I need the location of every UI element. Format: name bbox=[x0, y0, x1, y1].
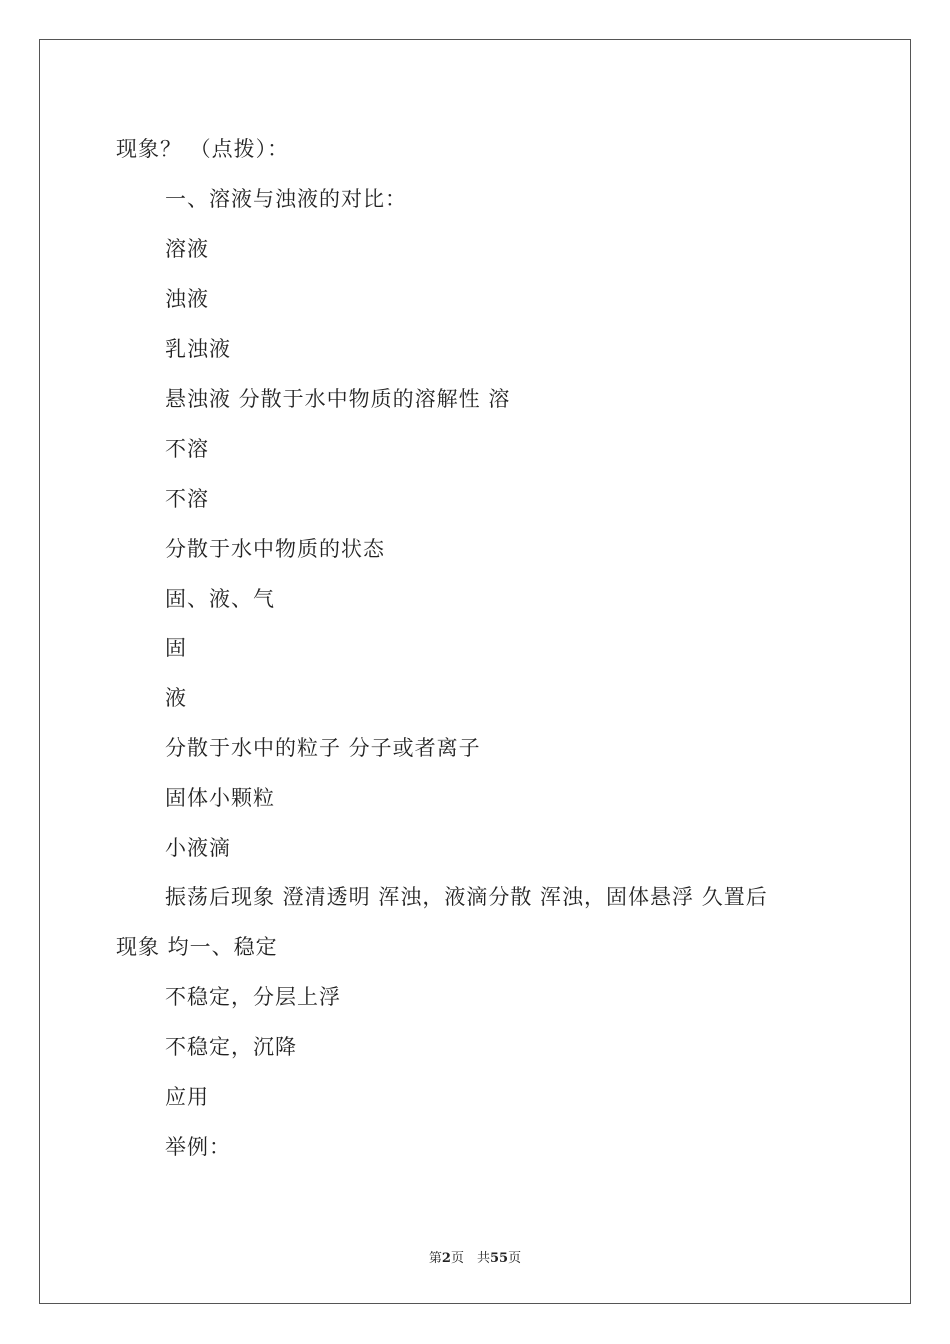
footer-mid: 页 共 bbox=[450, 1251, 490, 1266]
footer-prefix: 第 bbox=[428, 1251, 442, 1266]
page-border bbox=[39, 39, 911, 1304]
text-line: 悬浊液 分散于水中物质的溶解性 溶 bbox=[165, 387, 511, 411]
text-line: 现象 均一、稳定 bbox=[116, 935, 278, 959]
text-line: 现象？ （点拨）： bbox=[116, 137, 290, 161]
text-line: 乳浊液 bbox=[165, 337, 231, 361]
text-line: 分散于水中的粒子 分子或者离子 bbox=[165, 736, 481, 760]
page-number: 2 bbox=[441, 1251, 451, 1266]
text-line: 分散于水中物质的状态 bbox=[165, 537, 385, 561]
text-line: 不溶 bbox=[165, 437, 209, 461]
text-line: 举例： bbox=[165, 1135, 231, 1159]
text-line: 溶液 bbox=[165, 237, 209, 261]
footer-suffix: 页 bbox=[508, 1251, 522, 1266]
text-line: 小液滴 bbox=[165, 836, 231, 860]
section-heading: 一、溶液与浊液的对比： bbox=[165, 187, 407, 211]
text-line: 液 bbox=[165, 686, 187, 710]
text-line: 固体小颗粒 bbox=[165, 786, 275, 810]
text-line: 固、液、气 bbox=[165, 587, 275, 611]
text-line: 不稳定，沉降 bbox=[165, 1035, 297, 1059]
text-line: 浊液 bbox=[165, 287, 209, 311]
text-line: 不稳定，分层上浮 bbox=[165, 985, 341, 1009]
total-pages: 55 bbox=[489, 1251, 509, 1266]
text-line: 不溶 bbox=[165, 487, 209, 511]
text-line: 应用 bbox=[165, 1085, 209, 1109]
text-line: 振荡后现象 澄清透明 浑浊，液滴分散 浑浊，固体悬浮 久置后 bbox=[165, 885, 768, 909]
page-footer bbox=[0, 1247, 950, 1266]
text-line: 固 bbox=[165, 636, 187, 660]
